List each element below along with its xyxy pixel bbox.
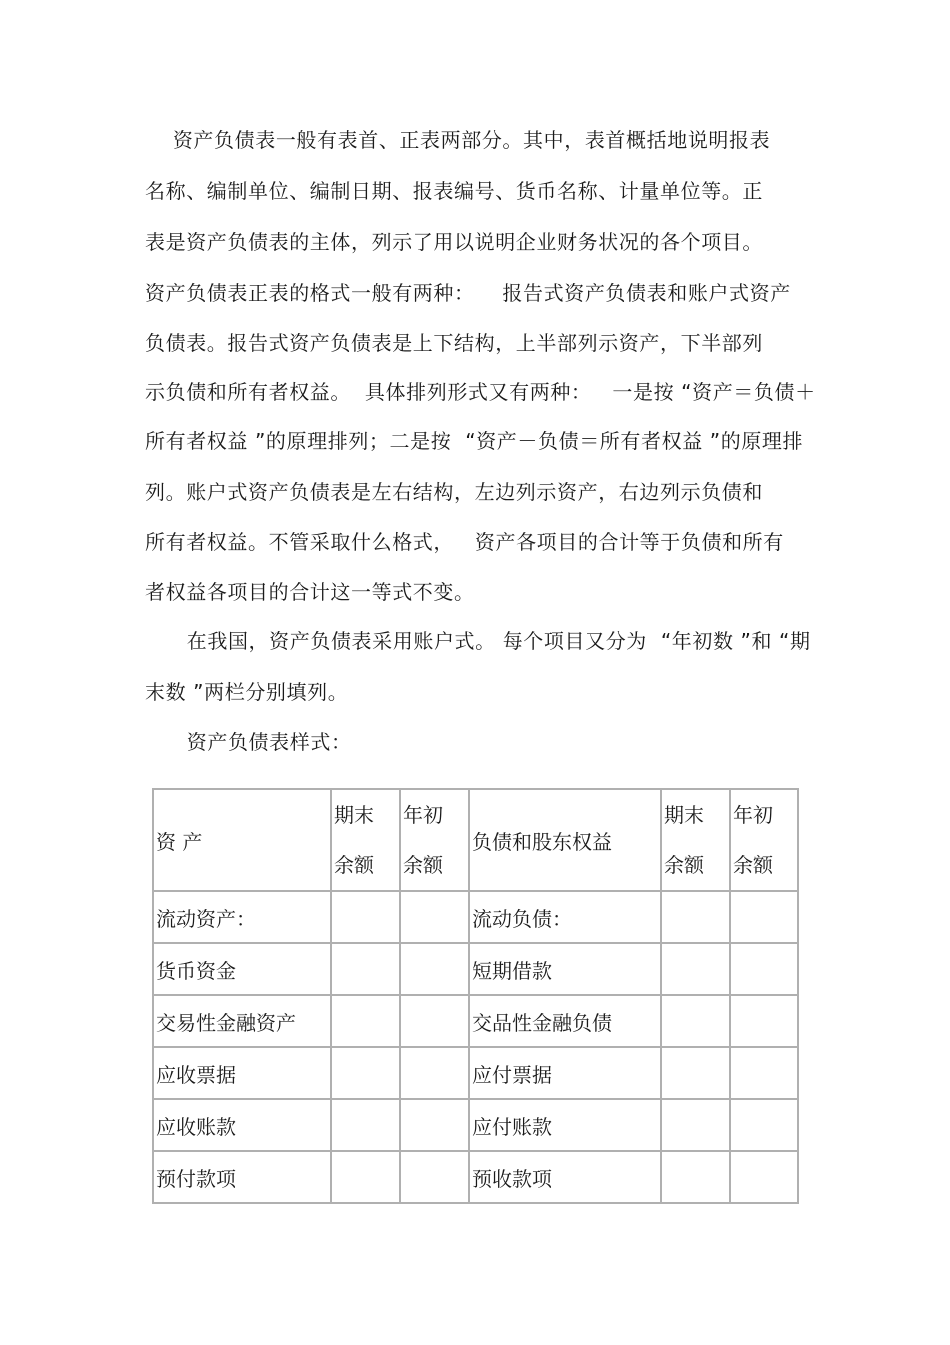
empty-cell <box>331 891 400 943</box>
paragraph-line: 在我国，资产负债表采用账户式。 每个项目又分为 “年初数 ”和 “期 <box>145 629 811 653</box>
header-begin-balance-right-line2: 余额 <box>733 853 773 877</box>
table-row <box>153 1151 798 1203</box>
table-row <box>153 943 798 995</box>
empty-cell <box>730 891 798 943</box>
empty-cell <box>730 1151 798 1203</box>
liability-cell: 短期借款 <box>469 943 661 995</box>
empty-cell <box>331 943 400 995</box>
empty-cell <box>331 1099 400 1151</box>
paragraph-line: 示负债和所有者权益。 具体排列形式又有两种： 一是按 “资产＝负债＋ <box>145 380 816 404</box>
asset-cell: 交易性金融资产 <box>153 995 331 1047</box>
paragraph-line: 名称、编制单位、编制日期、报表编号、货币名称、计量单位等。正 <box>145 179 763 203</box>
header-end-balance-line2: 余额 <box>334 853 374 877</box>
header-end-balance-right <box>661 789 730 891</box>
empty-cell <box>730 995 798 1047</box>
asset-cell: 货币资金 <box>153 943 331 995</box>
header-begin-balance-line1: 年初 <box>403 803 443 827</box>
empty-cell <box>661 1151 730 1203</box>
paragraph-line: 所有者权益 ”的原理排列；二是按 “资产－负债＝所有者权益 ”的原理排 <box>145 429 804 453</box>
empty-cell <box>730 943 798 995</box>
paragraph-line: 列。账户式资产负债表是左右结构，左边列示资产，右边列示负债和 <box>145 480 763 504</box>
empty-cell <box>400 943 469 995</box>
empty-cell <box>400 995 469 1047</box>
paragraph-line: 表是资产负债表的主体，列示了用以说明企业财务状况的各个项目。 <box>145 230 763 254</box>
header-liabilities: 负债和股东权益 <box>469 789 661 891</box>
liability-cell: 预收款项 <box>469 1151 661 1203</box>
table-row <box>153 995 798 1047</box>
empty-cell <box>400 1099 469 1151</box>
paragraph-line: 所有者权益。不管采取什么格式， 资产各项目的合计等于负债和所有 <box>145 530 784 554</box>
header-end-balance-line1: 期末 <box>334 803 374 827</box>
empty-cell <box>400 1151 469 1203</box>
empty-cell <box>661 891 730 943</box>
empty-cell <box>400 891 469 943</box>
empty-cell <box>661 995 730 1047</box>
empty-cell <box>331 995 400 1047</box>
header-end-balance <box>331 789 400 891</box>
empty-cell <box>331 1151 400 1203</box>
table-row <box>153 891 798 943</box>
liability-cell: 流动负债： <box>469 891 661 943</box>
table-row <box>153 1099 798 1151</box>
balance-sheet-table <box>152 788 799 1204</box>
header-begin-balance-right <box>730 789 798 891</box>
liability-cell: 交品性金融负债 <box>469 995 661 1047</box>
empty-cell <box>661 1047 730 1099</box>
header-begin-balance-line2: 余额 <box>403 853 443 877</box>
empty-cell <box>331 1047 400 1099</box>
table-header-row <box>153 789 798 891</box>
empty-cell <box>730 1099 798 1151</box>
asset-cell: 应收账款 <box>153 1099 331 1151</box>
paragraph-line: 末数 ”两栏分别填列。 <box>145 680 349 704</box>
table-row <box>153 1047 798 1099</box>
paragraph-line: 负债表。报告式资产负债表是上下结构，上半部列示资产，下半部列 <box>145 331 763 355</box>
header-assets: 资 产 <box>153 789 331 891</box>
header-begin-balance <box>400 789 469 891</box>
asset-cell: 应收票据 <box>153 1047 331 1099</box>
header-begin-balance-right-line1: 年初 <box>733 803 773 827</box>
section-caption: 资产负债表样式： <box>145 730 352 754</box>
liability-cell: 应付账款 <box>469 1099 661 1151</box>
paragraph-line: 者权益各项目的合计这一等式不变。 <box>145 580 475 604</box>
asset-cell: 流动资产： <box>153 891 331 943</box>
empty-cell <box>730 1047 798 1099</box>
header-end-balance-right-line2: 余额 <box>664 853 704 877</box>
header-end-balance-right-line1: 期末 <box>664 803 704 827</box>
empty-cell <box>661 943 730 995</box>
paragraph-line: 资产负债表正表的格式一般有两种： 报告式资产负债表和账户式资产 <box>145 281 791 305</box>
paragraph-line: 资产负债表一般有表首、正表两部分。其中，表首概括地说明报表 <box>145 128 771 152</box>
liability-cell: 应付票据 <box>469 1047 661 1099</box>
empty-cell <box>661 1099 730 1151</box>
empty-cell <box>400 1047 469 1099</box>
asset-cell: 预付款项 <box>153 1151 331 1203</box>
